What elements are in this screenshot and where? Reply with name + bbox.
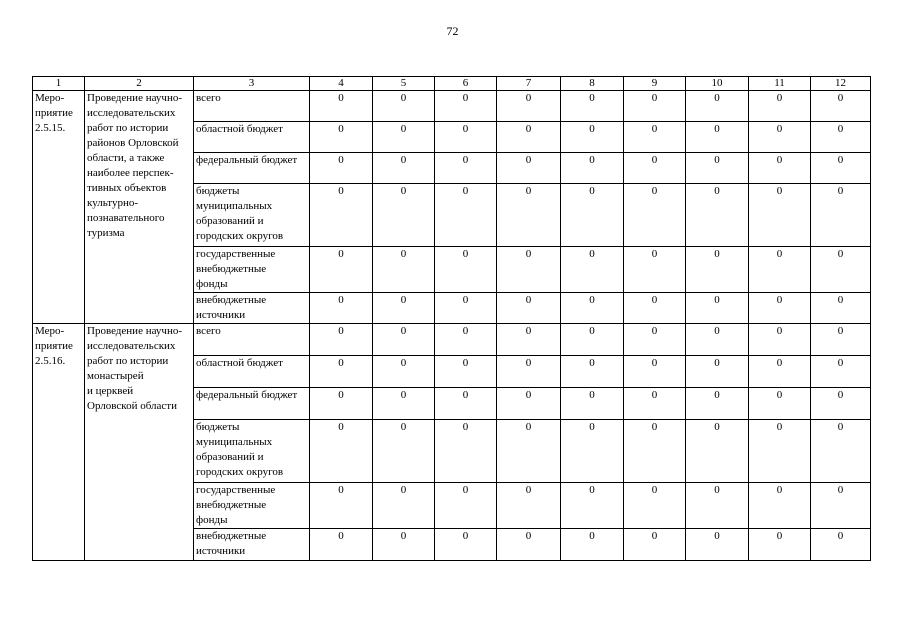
column-header: 11 [749,77,811,91]
value-cell: 0 [435,91,497,122]
funding-source-label: всего [196,325,221,337]
value-cell: 0 [310,293,373,324]
value-cell: 0 [624,388,686,420]
funding-source [194,420,310,483]
value-cell: 0 [373,483,435,529]
value-cell: 0 [497,247,561,293]
value-cell: 0 [373,153,435,184]
funding-source-label: внебюджетные источники [196,530,267,557]
value-cell: 0 [624,420,686,483]
funding-source-label: областной бюджет [196,123,283,135]
value-cell: 0 [686,293,749,324]
column-header: 2 [85,77,194,91]
value-cell: 0 [811,483,871,529]
value-cell: 0 [686,483,749,529]
value-cell: 0 [686,247,749,293]
column-number-row [33,77,871,91]
budget-table [32,76,871,561]
value-cell: 0 [624,184,686,247]
funding-source [194,293,310,324]
value-cell: 0 [310,529,373,561]
value-cell: 0 [497,388,561,420]
value-cell: 0 [561,91,624,122]
column-header: 8 [561,77,624,91]
funding-source-label: государственные внебюджетные фонды [196,248,276,290]
value-cell: 0 [561,247,624,293]
value-cell: 0 [310,184,373,247]
value-cell: 0 [811,356,871,388]
value-cell: 0 [497,420,561,483]
value-cell: 0 [310,153,373,184]
value-cell: 0 [561,324,624,356]
value-cell: 0 [749,356,811,388]
value-cell: 0 [624,153,686,184]
activity-title-text: Проведение научно- исследовательских работ по истории монастырей и церквей Орловской области [87,325,182,412]
value-cell: 0 [686,529,749,561]
funding-source [194,388,310,420]
value-cell: 0 [373,324,435,356]
value-cell: 0 [497,483,561,529]
value-cell: 0 [749,91,811,122]
funding-source-label: областной бюджет [196,357,283,369]
value-cell: 0 [497,153,561,184]
value-cell: 0 [497,184,561,247]
value-cell: 0 [435,324,497,356]
value-cell: 0 [310,324,373,356]
value-cell: 0 [310,247,373,293]
value-cell: 0 [561,153,624,184]
column-header: 6 [435,77,497,91]
funding-source [194,184,310,247]
value-cell: 0 [811,388,871,420]
activity-title [85,91,194,324]
activity-title [85,324,194,561]
value-cell: 0 [561,122,624,153]
value-cell: 0 [749,153,811,184]
funding-source [194,356,310,388]
funding-source-label: всего [196,92,221,104]
value-cell: 0 [373,420,435,483]
value-cell: 0 [686,356,749,388]
funding-source [194,529,310,561]
value-cell: 0 [749,420,811,483]
value-cell: 0 [624,356,686,388]
value-cell: 0 [624,324,686,356]
value-cell: 0 [373,184,435,247]
value-cell: 0 [373,247,435,293]
value-cell: 0 [497,293,561,324]
value-cell: 0 [561,529,624,561]
funding-source-label: бюджеты муниципальных образований и городских округов [196,421,284,478]
value-cell: 0 [435,122,497,153]
value-cell: 0 [686,420,749,483]
value-cell: 0 [811,122,871,153]
value-cell: 0 [435,529,497,561]
value-cell: 0 [749,184,811,247]
value-cell: 0 [561,420,624,483]
table-row [33,324,871,356]
funding-source [194,122,310,153]
value-cell: 0 [373,293,435,324]
value-cell: 0 [811,184,871,247]
value-cell: 0 [561,184,624,247]
value-cell: 0 [373,529,435,561]
funding-source-label: федеральный бюджет [196,154,298,166]
value-cell: 0 [497,122,561,153]
value-cell: 0 [624,483,686,529]
value-cell: 0 [310,91,373,122]
column-header: 3 [194,77,310,91]
value-cell: 0 [310,420,373,483]
value-cell: 0 [749,324,811,356]
value-cell: 0 [811,420,871,483]
table-row [33,91,871,122]
value-cell: 0 [310,483,373,529]
value-cell: 0 [749,388,811,420]
value-cell: 0 [310,356,373,388]
column-header: 5 [373,77,435,91]
value-cell: 0 [435,184,497,247]
funding-source-label: бюджеты муниципальных образований и городских округов [196,185,284,242]
activity-code-text: Меро- приятие 2.5.16. [35,325,73,367]
funding-source [194,483,310,529]
page-number: 72 [446,24,459,38]
activity-code [33,91,85,324]
column-header: 1 [33,77,85,91]
value-cell: 0 [435,420,497,483]
value-cell: 0 [624,247,686,293]
value-cell: 0 [749,122,811,153]
value-cell: 0 [373,356,435,388]
value-cell: 0 [686,388,749,420]
value-cell: 0 [497,356,561,388]
value-cell: 0 [811,324,871,356]
activity-code [33,324,85,561]
value-cell: 0 [435,293,497,324]
column-header: 4 [310,77,373,91]
funding-source-label: государственные внебюджетные фонды [196,484,276,526]
value-cell: 0 [686,153,749,184]
value-cell: 0 [686,184,749,247]
value-cell: 0 [811,91,871,122]
value-cell: 0 [310,122,373,153]
value-cell: 0 [310,388,373,420]
value-cell: 0 [435,483,497,529]
value-cell: 0 [749,247,811,293]
funding-source-label: федеральный бюджет [196,389,298,401]
value-cell: 0 [686,91,749,122]
column-header: 12 [811,77,871,91]
table-body [33,91,871,561]
value-cell: 0 [435,153,497,184]
value-cell: 0 [497,91,561,122]
value-cell: 0 [624,529,686,561]
value-cell: 0 [624,122,686,153]
funding-source [194,324,310,356]
value-cell: 0 [561,356,624,388]
funding-source-label: внебюджетные источники [196,294,267,321]
column-header: 10 [686,77,749,91]
value-cell: 0 [561,483,624,529]
value-cell: 0 [373,388,435,420]
value-cell: 0 [435,388,497,420]
value-cell: 0 [686,324,749,356]
value-cell: 0 [811,153,871,184]
value-cell: 0 [561,293,624,324]
value-cell: 0 [435,356,497,388]
value-cell: 0 [497,529,561,561]
value-cell: 0 [749,483,811,529]
funding-source [194,153,310,184]
activity-title-text: Проведение научно- исследовательских работ по истории районов Орловской области, а также наиболее перспек- тивных объектов культурно- познавательного туризма [87,92,182,239]
value-cell: 0 [497,324,561,356]
funding-source [194,91,310,122]
value-cell: 0 [749,293,811,324]
value-cell: 0 [811,529,871,561]
value-cell: 0 [373,91,435,122]
value-cell: 0 [811,293,871,324]
activity-code-text: Меро- приятие 2.5.15. [35,92,73,134]
column-header: 9 [624,77,686,91]
value-cell: 0 [811,247,871,293]
value-cell: 0 [686,122,749,153]
value-cell: 0 [624,91,686,122]
value-cell: 0 [624,293,686,324]
value-cell: 0 [435,247,497,293]
column-header: 7 [497,77,561,91]
value-cell: 0 [373,122,435,153]
funding-source [194,247,310,293]
value-cell: 0 [749,529,811,561]
value-cell: 0 [561,388,624,420]
